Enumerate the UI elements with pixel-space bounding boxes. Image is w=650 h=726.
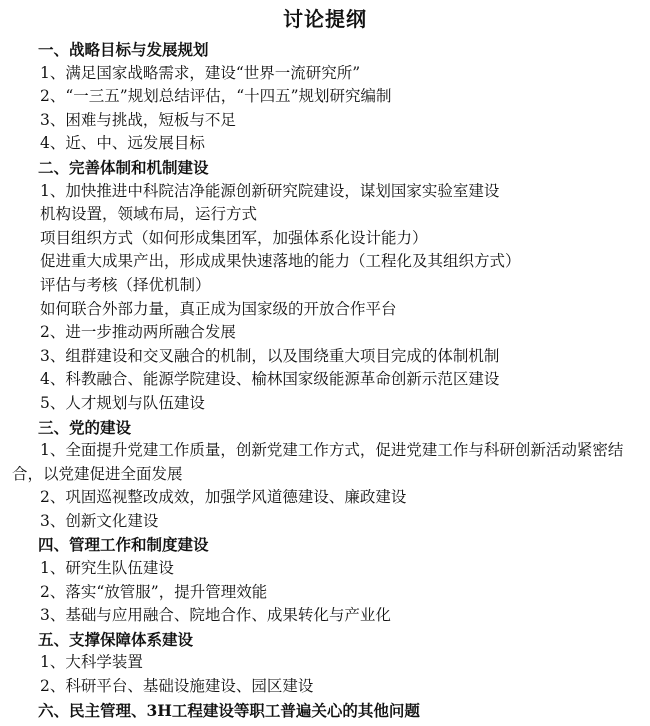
outline-line: 机构设置，领域布局，运行方式 [40,205,258,224]
outline-line: 1、研究生队伍建设 [40,559,174,578]
outline-line: 评估与考核（择优机制） [40,275,211,294]
outline-line: 促进重大成果产出，形成成果快速落地的能力（工程化及其组织方式） [40,252,521,271]
outline-line: 5、人才规划与队伍建设 [40,393,205,412]
outline-line: 4、近、中、远发展目标 [40,134,205,153]
outline-line: 3、创新文化建设 [40,511,159,530]
outline-line: 2、“一三五”规划总结评估，“十四五”规划研究编制 [40,87,392,106]
outline-line: 2、巩固巡视整改成效，加强学风道德建设、廉政建设 [40,488,407,507]
section-heading: 六、民主管理、3H工程建设等职工普遍关心的其他问题 [38,700,420,720]
document-title: 讨论提纲 [283,7,367,31]
section-heading: 五、支撑保障体系建设 [38,629,194,649]
section-heading: 一、战略目标与发展规划 [38,40,209,59]
outline-list [12,38,638,722]
outline-line: 合，以党建促进全面发展 [12,464,183,483]
section-heading: 四、管理工作和制度建设 [38,535,209,555]
outline-line: 1、满足国家战略需求，建设“世界一流研究所” [40,63,361,82]
outline-line: 1、大科学装置 [40,653,143,672]
outline-line: 1、加快推进中科院洁净能源创新研究院建设，谋划国家实验室建设 [40,181,500,200]
outline-line: 2、落实“放管服”，提升管理效能 [40,582,268,601]
outline-line: 项目组织方式（如何形成集团军，加强体系化设计能力） [40,228,428,247]
outline-line: 1、全面提升党建工作质量，创新党建工作方式，促进党建工作与科研创新活动紧密结 [40,441,624,460]
section-heading: 二、完善体制和机制建设 [38,157,209,177]
outline-line: 2、科研平台、基础设施建设、园区建设 [40,677,314,696]
outline-line: 3、基础与应用融合、院地合作、成果转化与产业化 [40,606,391,625]
outline-line: 3、困难与挑战，短板与不足 [40,110,236,129]
outline-line: 4、科教融合、能源学院建设、榆林国家级能源革命创新示范区建设 [40,370,500,389]
section-heading: 三、党的建设 [38,417,132,437]
outline-line: 如何联合外部力量，真正成为国家级的开放合作平台 [40,299,397,318]
outline-line: 3、组群建设和交叉融合的机制，以及围绕重大项目完成的体制机制 [40,346,500,365]
outline-line: 2、进一步推动两所融合发展 [40,323,236,342]
